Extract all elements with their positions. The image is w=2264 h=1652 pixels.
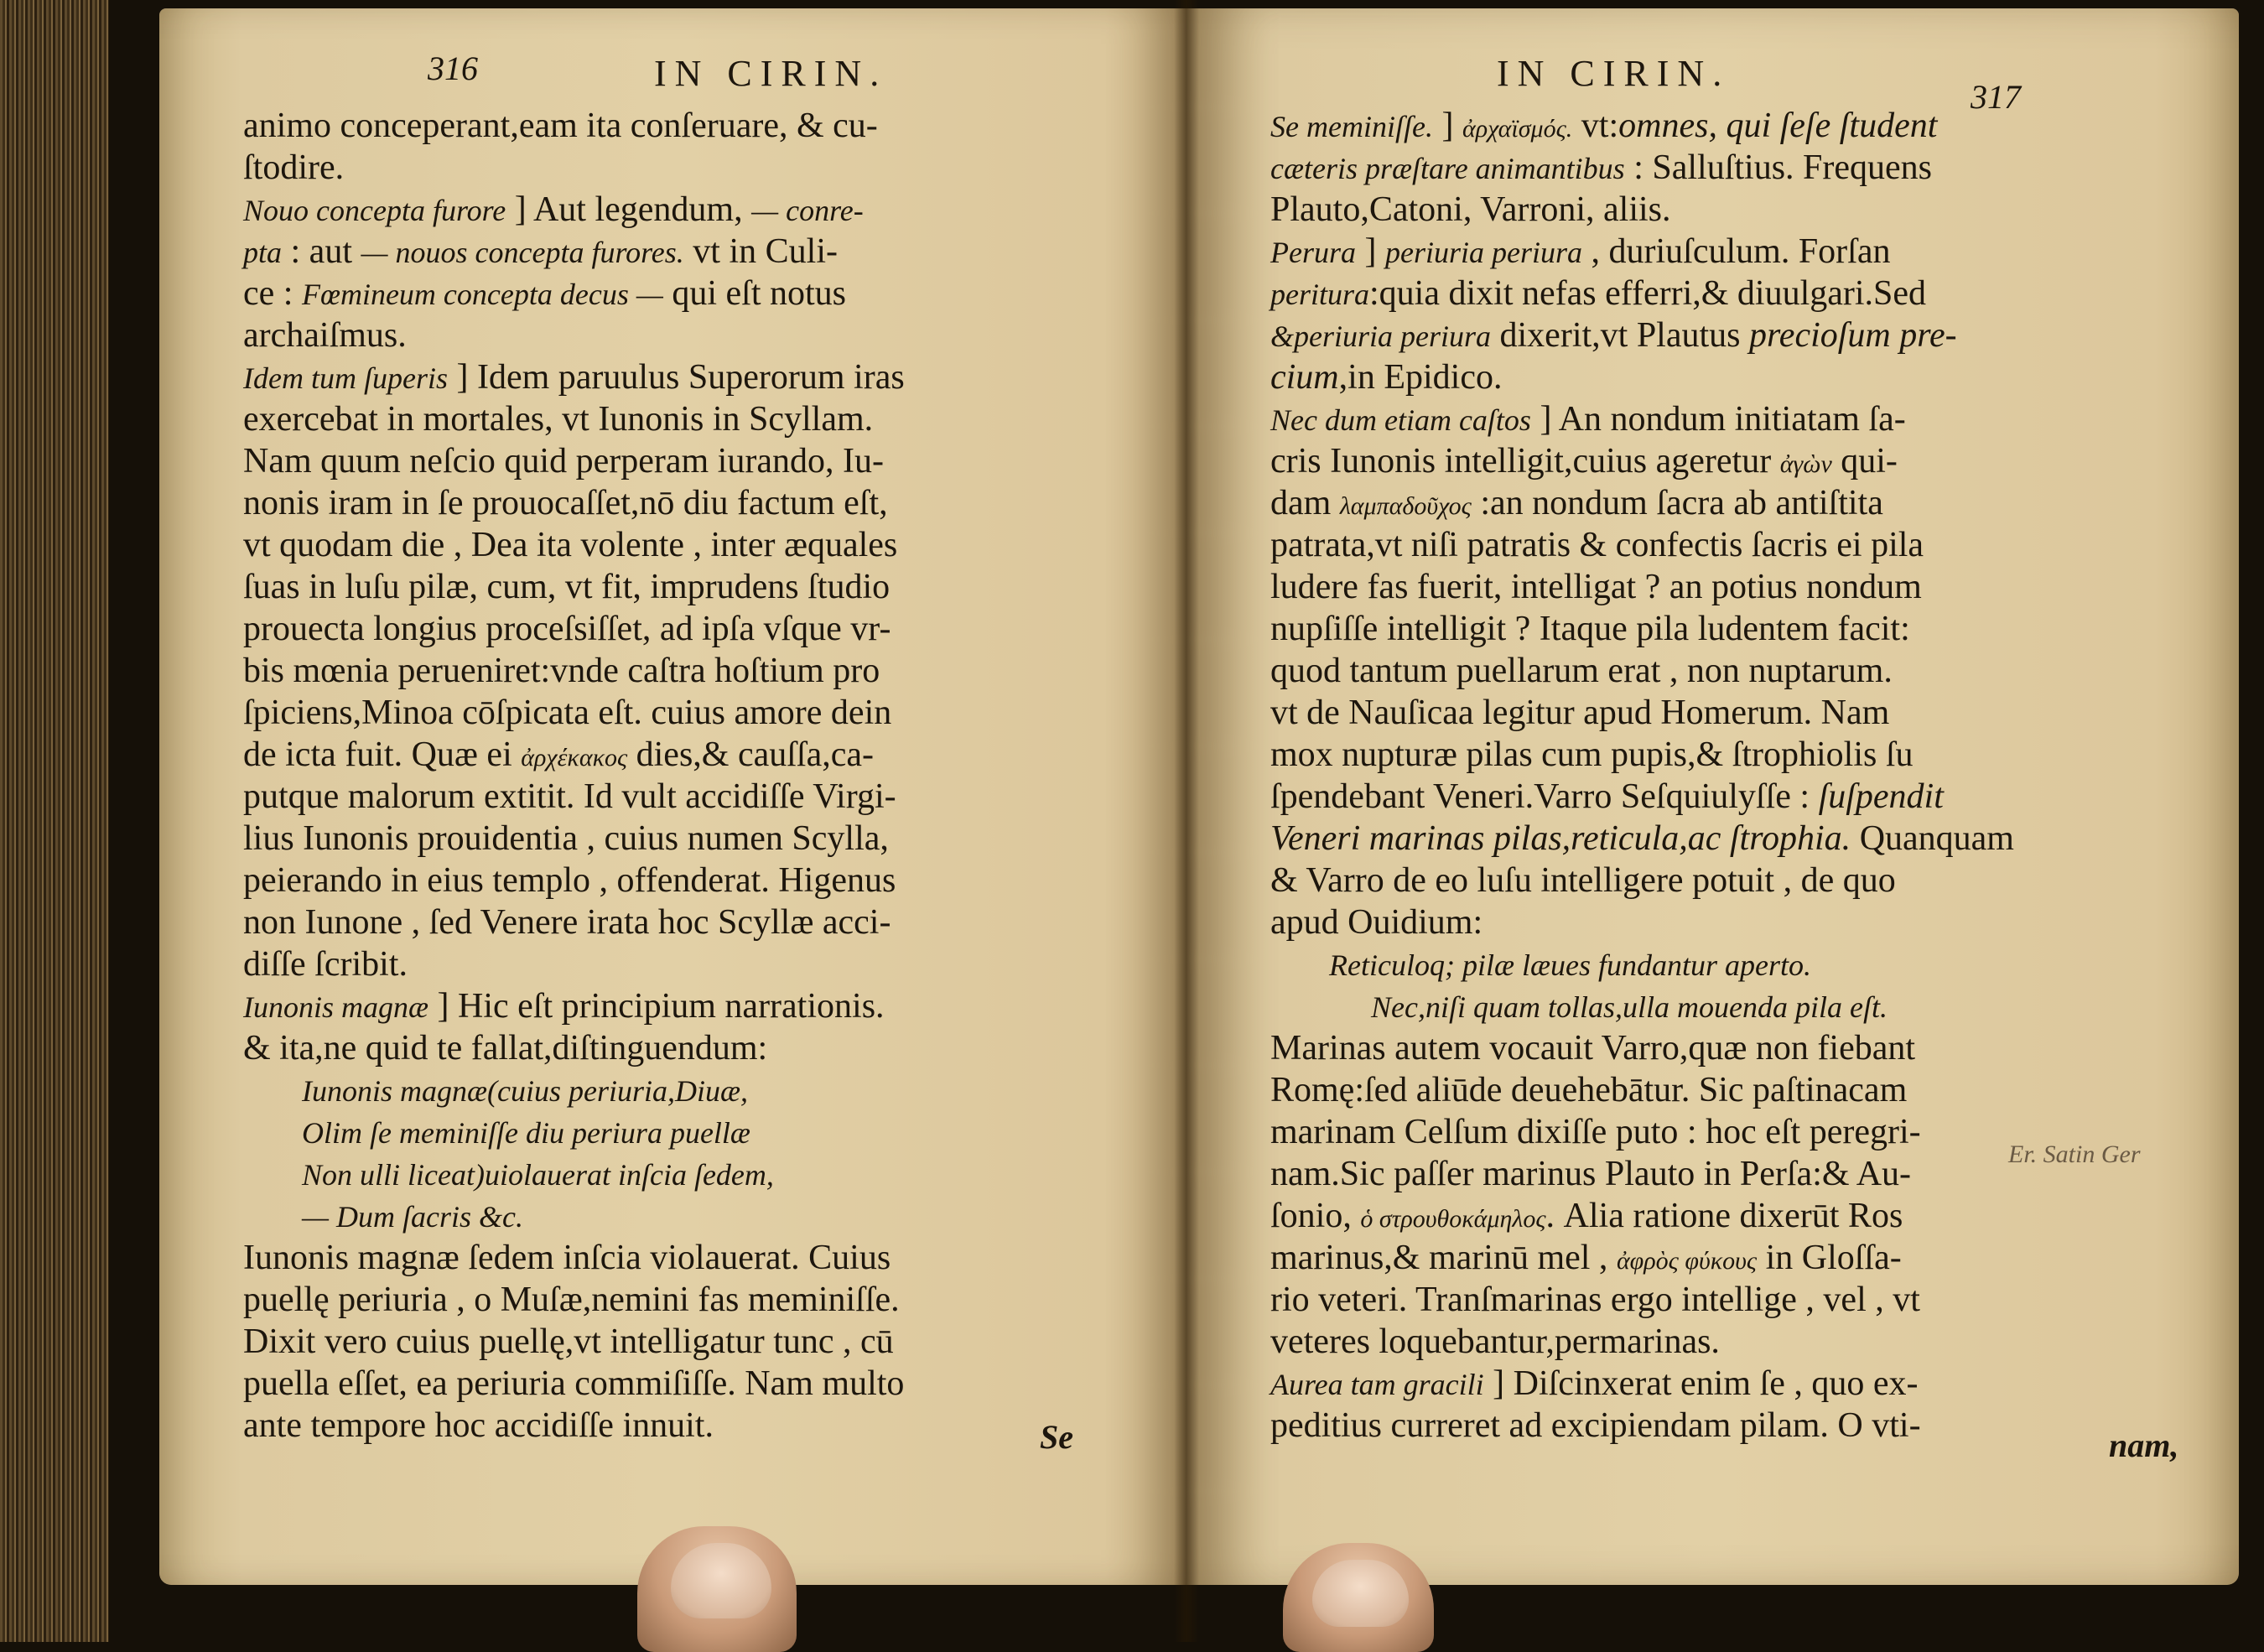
text-line <box>1270 1027 2014 1069</box>
text-line <box>1270 608 2014 650</box>
greek-text: ἀγὼν <box>1779 450 1832 478</box>
text-line <box>243 734 905 776</box>
roman-text: ] Diſcinxerat enim ſe , quo ex- <box>1483 1364 1919 1403</box>
text-line <box>1270 901 2014 943</box>
roman-text: dam <box>1270 484 1340 522</box>
text-line <box>1270 231 2014 273</box>
roman-text: ] <box>1356 232 1385 271</box>
text-line <box>1270 189 2014 231</box>
roman-text: :an nondum ſacra ab antiſtita <box>1471 484 1883 522</box>
italic-text: Aurea tam gracili <box>1270 1368 1484 1401</box>
italic-text: &periuria periura <box>1270 319 1492 353</box>
text-line <box>1270 273 2014 314</box>
italic-text: periuria periura <box>1385 236 1583 269</box>
text-line <box>1270 482 2014 524</box>
roman-text: nam.Sic paſſer marinus Plauto in Perſa:& Au- <box>1270 1155 1912 1193</box>
roman-text: Plauto,Catoni, Varroni, aliis. <box>1270 190 1671 229</box>
roman-text: vt: <box>1572 106 1619 145</box>
text-line <box>1270 1069 2014 1111</box>
roman-text: bis mœnia perueniret:vnde caſtra hoſtium pro <box>243 652 880 690</box>
roman-text: ſpiciens,Minoa cōſpicata eſt. cuius amore dein <box>243 694 892 732</box>
text-line <box>1270 1321 2014 1363</box>
text-line <box>243 1279 905 1321</box>
roman-text: marinus,& marinū mel , <box>1270 1239 1617 1277</box>
italic-text: ſuſpendit <box>1818 777 1944 816</box>
roman-text: archaiſmus. <box>243 316 407 355</box>
text-line <box>243 273 905 314</box>
text-line <box>243 482 905 524</box>
greek-text: ὁ στρουθοκάμηλος <box>1360 1205 1546 1233</box>
text-line <box>1270 1111 2014 1153</box>
text-line <box>243 1405 905 1447</box>
roman-text: ludere fas fuerit, intelligat ? an potius nondum <box>1270 568 1922 606</box>
text-line <box>1270 105 2014 147</box>
text-line <box>1270 398 2014 440</box>
page-edges <box>0 0 109 1642</box>
roman-text: dies,& cauſſa,ca- <box>627 735 874 774</box>
text-line <box>1270 1405 2014 1447</box>
right-page <box>1187 8 2239 1585</box>
italic-text: Nec dum etiam caſtos <box>1270 403 1531 437</box>
roman-text: non Iunone , ſed Venere irata hoc Scyllæ acci- <box>243 903 891 942</box>
text-line <box>243 398 905 440</box>
text-line <box>243 860 905 901</box>
text-line <box>1270 314 2014 356</box>
text-line <box>1270 566 2014 608</box>
running-head-left: IN CIRIN. <box>654 53 888 94</box>
text-line <box>243 818 905 860</box>
thumbnail-right <box>1312 1560 1409 1627</box>
text-line <box>243 1027 905 1069</box>
roman-text: ſtodire. <box>243 148 345 187</box>
text-line <box>1270 1195 2014 1237</box>
roman-text: nupſiſſe intelligit ? Itaque pila ludentem facit: <box>1270 610 1910 648</box>
catchword-left: Se <box>1040 1418 1073 1456</box>
text-line <box>243 105 905 147</box>
text-line <box>243 692 905 734</box>
roman-text: apud Ouidium: <box>1270 903 1483 942</box>
italic-text: — Dum ſacris &c. <box>302 1200 523 1234</box>
catchword-right: nam, <box>2109 1426 2179 1464</box>
text-line <box>243 1321 905 1363</box>
greek-text: ἀρχέκακος <box>521 744 628 771</box>
roman-text: ] <box>1432 106 1462 145</box>
roman-text: , duriuſculum. Forſan <box>1582 232 1891 271</box>
roman-text: ] Idem paruulus Superorum iras <box>447 358 905 397</box>
roman-text: Quanquam <box>1851 819 2014 858</box>
text-line <box>243 189 905 231</box>
roman-text: vt in Culi- <box>683 232 838 271</box>
text-line <box>243 147 905 189</box>
text-line <box>243 440 905 482</box>
text-line <box>1270 356 2014 398</box>
roman-text: rio veteri. Tranſmarinas ergo intellige , vel , vt <box>1270 1281 1920 1319</box>
roman-text: qui eſt notus <box>662 274 847 313</box>
roman-text: ſuas in luſu pilæ, cum, vt fit, imprudens ſtudio <box>243 568 891 606</box>
text-line <box>243 985 905 1027</box>
italic-text: precioſum pre- <box>1749 316 1957 355</box>
italic-text: pta <box>243 236 283 269</box>
text-line <box>1270 776 2014 818</box>
roman-text: ſpendebant Veneri.Varro Seſquiulyſſe : <box>1270 777 1819 816</box>
text-line <box>243 1111 905 1153</box>
italic-text: cium <box>1270 358 1339 397</box>
italic-text: Olim ſe meminiſſe diu periura puellæ <box>302 1116 750 1150</box>
roman-text: nonis iram in ſe prouocaſſet,nō diu factum eſt, <box>243 484 888 522</box>
roman-text: mox nupturæ pilas cum pupis,& ſtrophiolis ſu <box>1270 735 1913 774</box>
left-page <box>159 8 1187 1585</box>
italic-text: peritura <box>1270 278 1370 311</box>
roman-text: : aut <box>282 232 361 271</box>
greek-text: ἀρχαϊσμός. <box>1462 115 1573 143</box>
text-line <box>1270 818 2014 860</box>
roman-text: ſonio, <box>1270 1197 1361 1235</box>
roman-text: Dixit vero cuius puellę,vt intelligatur tunc , cū <box>243 1322 894 1361</box>
text-line <box>243 1153 905 1195</box>
roman-text: Nam quum neſcio quid perperam iurando, Iu- <box>243 442 884 481</box>
text-line <box>243 1069 905 1111</box>
right-page-text <box>1270 105 2014 1447</box>
italic-text: Veneri marinas pilas,reticula,ac ſtrophia. <box>1270 819 1851 858</box>
text-line <box>1270 1279 2014 1321</box>
text-line <box>243 314 905 356</box>
italic-text: Nouo concepta furore <box>243 194 506 227</box>
text-line <box>243 943 905 985</box>
text-line <box>1270 734 2014 776</box>
roman-text: ] An nondum initiatam ſa- <box>1530 400 1906 439</box>
italic-text: Perura <box>1270 236 1356 269</box>
greek-text: λαμπαδοῦχος <box>1339 492 1472 520</box>
roman-text: ,in Epidico. <box>1338 358 1503 397</box>
page-number-left: 316 <box>428 49 478 87</box>
roman-text: & Varro de eo luſu intelligere potuit , de quo <box>1270 861 1896 900</box>
italic-text: Idem tum ſuperis <box>243 361 448 395</box>
roman-text: ante tempore hoc accidiſſe innuit. <box>243 1406 714 1445</box>
roman-text: putque malorum extitit. Id vult accidiſſe Virgi- <box>243 777 896 816</box>
roman-text: lius Iunonis prouidentia , cuius numen Scylla, <box>243 819 889 858</box>
text-line <box>243 1237 905 1279</box>
text-line <box>1270 692 2014 734</box>
italic-text: Nec,niſi quam tollas,ulla mouenda pila eſt. <box>1371 990 1888 1024</box>
italic-text: omnes, qui ſeſe ſtudent <box>1618 106 1938 145</box>
italic-text: Iunonis magnæ(cuius periuria,Diuæ, <box>302 1074 749 1108</box>
text-line <box>243 1195 905 1237</box>
roman-text: exercebat in mortales, vt Iunonis in Scyllam. <box>243 400 874 439</box>
text-line <box>1270 1153 2014 1195</box>
roman-text: in Gloſſa- <box>1757 1239 1902 1277</box>
gutter <box>1174 0 1199 1642</box>
text-line <box>243 1363 905 1405</box>
italic-text: cæteris præſtare animantibus <box>1270 152 1625 185</box>
italic-text: — nouos concepta furores. <box>361 236 684 269</box>
roman-text: diſſe ſcribit. <box>243 945 408 984</box>
text-line <box>243 524 905 566</box>
roman-text: peierando in eius templo , offenderat. Higenus <box>243 861 896 900</box>
roman-text: puella eſſet, ea periuria commiſiſſe. Nam multo <box>243 1364 905 1403</box>
roman-text: quod tantum puellarum erat , non nuptarum. <box>1270 652 1893 690</box>
roman-text: marinam Celſum dixiſſe puto : hoc eſt peregri- <box>1270 1113 1921 1151</box>
roman-text: Iunonis magnæ ſedem inſcia violauerat. Cuius <box>243 1239 891 1277</box>
text-line <box>243 231 905 273</box>
text-line <box>1270 524 2014 566</box>
text-line <box>243 566 905 608</box>
roman-text: ] Hic eſt principium narrationis. <box>428 987 885 1026</box>
italic-text: Reticuloq; pilæ læues fundantur aperto. <box>1329 948 1811 982</box>
page-number-right: 317 <box>1971 78 2021 116</box>
roman-text: animo conceperant,eam ita conſeruare, & cu- <box>243 106 878 145</box>
roman-text: Romę:ſed aliūde deuehebātur. Sic paſtinacam <box>1270 1071 1908 1109</box>
italic-text: Non ulli liceat)uiolauerat inſcia ſedem, <box>302 1158 774 1192</box>
text-line <box>1270 985 2014 1027</box>
text-line <box>243 356 905 398</box>
roman-text: veteres loquebantur,permarinas. <box>1270 1322 1720 1361</box>
text-line <box>243 650 905 692</box>
text-line <box>1270 650 2014 692</box>
roman-text: puellę periuria , o Muſæ,nemini fas meminiſſe. <box>243 1281 900 1319</box>
italic-text: Iunonis magnæ <box>243 990 429 1024</box>
roman-text: vt de Nauſicaa legitur apud Homerum. Nam <box>1270 694 1890 732</box>
roman-text: qui- <box>1831 442 1898 481</box>
margin-note: Er. Satin Ger <box>2008 1140 2141 1168</box>
roman-text: dixerit,vt Plautus <box>1491 316 1750 355</box>
thumbnail-left <box>671 1543 771 1618</box>
text-line <box>1270 147 2014 189</box>
roman-text: de icta fuit. Quæ ei <box>243 735 522 774</box>
text-line <box>1270 440 2014 482</box>
italic-text: Fœmineum concepta decus — <box>301 278 663 311</box>
roman-text: ] Aut legendum, <box>506 190 752 229</box>
roman-text: prouecta longius proceſsiſſet, ad ipſa vſque vr- <box>243 610 891 648</box>
roman-text: patrata,vt niſi patratis & confectis ſacris ei pila <box>1270 526 1924 564</box>
roman-text: peditius curreret ad excipiendam pilam. O vti- <box>1270 1406 1921 1445</box>
roman-text: Marinas autem vocauit Varro,quæ non fiebant <box>1270 1029 1916 1068</box>
roman-text: : Salluſtius. Frequens <box>1624 148 1933 187</box>
greek-text: ἀφρὸς φύκους <box>1616 1247 1758 1275</box>
italic-text: — conre- <box>751 194 864 227</box>
running-head-right: IN CIRIN. <box>1497 53 1731 94</box>
text-line <box>243 776 905 818</box>
roman-text: & ita,ne quid te fallat,diſtinguendum: <box>243 1029 768 1068</box>
italic-text: Se meminiſſe. <box>1270 110 1433 143</box>
left-page-text <box>243 105 905 1447</box>
roman-text: . Alia ratione dixerūt Ros <box>1545 1197 1903 1235</box>
roman-text: ce : <box>243 274 302 313</box>
text-line <box>1270 943 2014 985</box>
text-line <box>243 608 905 650</box>
text-line <box>1270 1237 2014 1279</box>
roman-text: :quia dixit nefas efferri,& diuulgari.Sed <box>1369 274 1927 313</box>
text-line <box>1270 860 2014 901</box>
roman-text: cris Iunonis intelligit,cuius ageretur <box>1270 442 1780 481</box>
roman-text: vt quodam die , Dea ita volente , inter æquales <box>243 526 898 564</box>
text-line <box>243 901 905 943</box>
text-line <box>1270 1363 2014 1405</box>
